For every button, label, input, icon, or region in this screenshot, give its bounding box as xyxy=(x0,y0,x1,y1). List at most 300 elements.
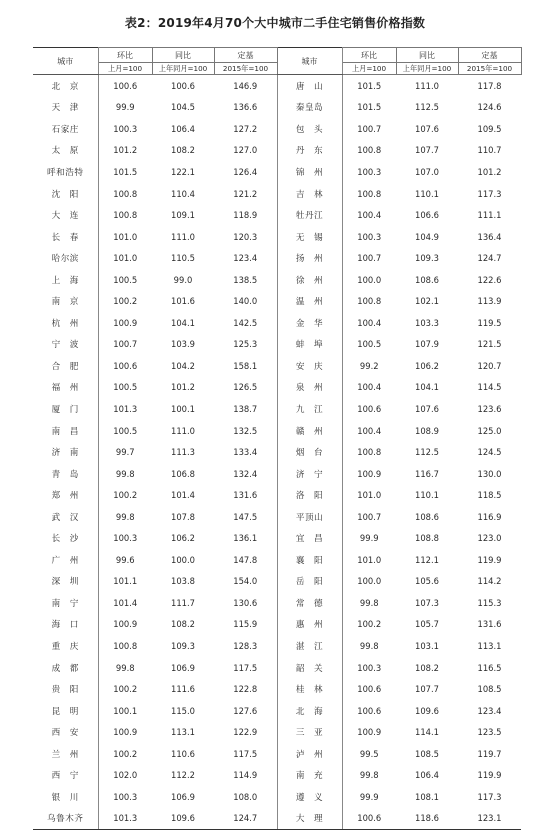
city-cell-right: 丹 东 xyxy=(277,140,342,162)
mom-cell-left: 100.7 xyxy=(113,339,138,350)
mom-cell-right: 101.0 xyxy=(357,554,382,565)
base-cell-right: 118.5 xyxy=(477,490,502,501)
mom-cell-left: 100.6 xyxy=(113,360,138,371)
city-cell-left: 西 安 xyxy=(33,721,98,743)
table-row xyxy=(33,398,521,420)
yoy-cell-left: 111.3 xyxy=(171,447,195,458)
city-cell-left: 深 圳 xyxy=(33,571,98,593)
base-cell-right: 114.2 xyxy=(477,576,502,587)
table-row xyxy=(33,97,521,119)
yoy-cell-left: 100.0 xyxy=(171,554,195,565)
yoy-cell-right: 103.1 xyxy=(415,640,439,651)
city-cell-left: 长 春 xyxy=(33,226,98,248)
yoy-cell-right: 108.5 xyxy=(415,748,439,759)
yoy-cell-right: 104.9 xyxy=(415,231,439,242)
city-cell-right: 襄 阳 xyxy=(277,549,342,571)
yoy-cell-right: 108.9 xyxy=(415,425,439,436)
mom-cell-right: 100.9 xyxy=(357,727,382,738)
city-cell-right: 牡丹江 xyxy=(277,204,342,226)
table-row xyxy=(33,247,521,269)
table-title: 表2：2019年4月70个大中城市二手住宅销售价格指数 xyxy=(124,16,426,30)
table-row xyxy=(33,743,521,765)
city-cell-right: 泉 州 xyxy=(277,377,342,399)
yoy-cell-right: 112.5 xyxy=(415,102,439,113)
mom-cell-left: 99.9 xyxy=(115,102,135,113)
yoy-cell-left: 101.6 xyxy=(171,296,195,307)
mom-cell-left: 102.0 xyxy=(113,770,138,781)
mom-cell-right: 99.9 xyxy=(359,791,379,802)
yoy-cell-right: 107.6 xyxy=(415,403,439,414)
yoy-cell-right: 110.1 xyxy=(415,490,439,501)
table-row xyxy=(33,140,521,162)
yoy-cell-right: 108.6 xyxy=(415,511,439,522)
city-cell-left: 西 宁 xyxy=(33,765,98,787)
mom-cell-left: 100.5 xyxy=(113,382,138,393)
base-cell-left: 147.5 xyxy=(214,506,277,528)
yoy-cell-left: 112.2 xyxy=(171,770,195,781)
base-cell-right: 109.5 xyxy=(477,123,502,134)
mom-cell-right: 100.8 xyxy=(357,188,382,199)
city-cell-left: 合 肥 xyxy=(33,355,98,377)
city-cell-right: 金 华 xyxy=(277,312,342,334)
city-header-left: 城市 xyxy=(33,48,98,75)
mom-cell-left: 100.2 xyxy=(113,684,138,695)
city-cell-left: 石家庄 xyxy=(33,118,98,140)
table-row xyxy=(33,441,521,463)
base-cell-left: 136.6 xyxy=(214,97,277,119)
base-cell-left: 131.6 xyxy=(214,484,277,506)
table-row xyxy=(33,463,521,485)
city-cell-right: 烟 台 xyxy=(277,441,342,463)
city-cell-right: 吉 林 xyxy=(277,183,342,205)
yoy-cell-left: 104.5 xyxy=(171,102,195,113)
city-cell-right: 三 亚 xyxy=(277,721,342,743)
city-cell-right: 桂 林 xyxy=(277,678,342,700)
yoy-cell-right: 107.7 xyxy=(415,684,439,695)
city-cell-left: 太 原 xyxy=(33,140,98,162)
city-cell-right: 平顶山 xyxy=(277,506,342,528)
mom-cell-left: 101.1 xyxy=(113,576,138,587)
mom-sub-right: 上月=100 xyxy=(342,63,396,75)
city-cell-right: 唐 山 xyxy=(277,75,342,97)
base-cell-right: 101.2 xyxy=(477,166,502,177)
city-cell-right: 扬 州 xyxy=(277,247,342,269)
city-cell-left: 济 南 xyxy=(33,441,98,463)
base-cell-left: 127.0 xyxy=(214,140,277,162)
table-row xyxy=(33,721,521,743)
city-cell-left: 青 岛 xyxy=(33,463,98,485)
yoy-cell-right: 112.1 xyxy=(415,554,439,565)
mom-cell-left: 100.1 xyxy=(113,705,138,716)
table-row xyxy=(33,75,521,97)
city-cell-left: 厦 门 xyxy=(33,398,98,420)
city-cell-left: 大 连 xyxy=(33,204,98,226)
base-cell-right: 116.9 xyxy=(477,511,502,522)
header-row-top xyxy=(33,48,521,63)
yoy-cell-right: 108.1 xyxy=(415,791,439,802)
mom-cell-left: 100.8 xyxy=(113,640,138,651)
base-cell-left: 124.7 xyxy=(214,808,277,830)
city-cell-right: 温 州 xyxy=(277,290,342,312)
base-cell-left: 126.4 xyxy=(214,161,277,183)
mom-cell-left: 100.5 xyxy=(113,274,138,285)
city-cell-right: 徐 州 xyxy=(277,269,342,291)
base-sub-left: 2015年=100 xyxy=(214,63,277,75)
table-body xyxy=(33,75,521,830)
yoy-cell-right: 107.0 xyxy=(415,166,439,177)
table-row xyxy=(33,786,521,808)
city-cell-right: 九 江 xyxy=(277,398,342,420)
base-cell-right: 124.6 xyxy=(477,102,502,113)
mom-cell-right: 99.9 xyxy=(359,533,379,544)
mom-cell-left: 99.8 xyxy=(115,468,135,479)
base-cell-right: 131.6 xyxy=(477,619,502,630)
yoy-cell-right: 109.3 xyxy=(415,253,439,264)
base-cell-left: 133.4 xyxy=(214,441,277,463)
city-cell-right: 蚌 埠 xyxy=(277,334,342,356)
yoy-cell-right: 118.6 xyxy=(396,808,458,830)
base-cell-left: 122.8 xyxy=(214,678,277,700)
base-cell-right: 119.9 xyxy=(477,554,502,565)
mom-sub-left: 上月=100 xyxy=(98,63,152,75)
mom-cell-left: 100.3 xyxy=(113,791,138,802)
city-cell-left: 杭 州 xyxy=(33,312,98,334)
base-cell-right: 130.0 xyxy=(477,468,502,479)
mom-cell-right: 100.6 xyxy=(357,403,382,414)
mom-cell-right: 100.3 xyxy=(357,662,382,673)
mom-cell-right: 99.8 xyxy=(359,770,379,781)
mom-cell-right: 99.5 xyxy=(359,748,379,759)
base-sub-right: 2015年=100 xyxy=(458,63,521,75)
mom-cell-left: 99.7 xyxy=(115,447,135,458)
mom-header-right: 环比 xyxy=(342,48,396,63)
base-cell-right: 124.5 xyxy=(477,447,502,458)
yoy-cell-right: 106.6 xyxy=(415,210,439,221)
yoy-cell-left: 107.8 xyxy=(171,511,195,522)
table-row xyxy=(33,614,521,636)
table-row xyxy=(33,290,521,312)
mom-cell-right: 100.0 xyxy=(357,274,382,285)
yoy-cell-right: 107.9 xyxy=(415,339,439,350)
mom-cell-right: 100.8 xyxy=(357,447,382,458)
base-cell-right: 117.3 xyxy=(477,188,502,199)
mom-cell-right: 99.8 xyxy=(359,640,379,651)
mom-cell-right: 100.8 xyxy=(357,296,382,307)
mom-cell-left: 100.8 xyxy=(113,210,138,221)
base-cell-left: 146.9 xyxy=(214,75,277,97)
table-row xyxy=(33,484,521,506)
base-cell-right: 136.4 xyxy=(477,231,502,242)
mom-cell-left: 100.5 xyxy=(113,425,138,436)
yoy-cell-left: 110.4 xyxy=(171,188,195,199)
base-cell-right: 119.9 xyxy=(477,770,502,781)
city-cell-right: 大 理 xyxy=(277,808,342,830)
city-cell-left: 宁 波 xyxy=(33,334,98,356)
base-cell-right: 123.0 xyxy=(477,533,502,544)
mom-cell-left: 101.3 xyxy=(98,808,152,830)
yoy-cell-left: 106.9 xyxy=(171,662,195,673)
yoy-cell-right: 110.1 xyxy=(415,188,439,199)
yoy-cell-right: 106.4 xyxy=(415,770,439,781)
yoy-cell-left: 109.1 xyxy=(171,210,195,221)
mom-cell-left: 100.9 xyxy=(113,619,138,630)
table-row xyxy=(33,204,521,226)
yoy-cell-right: 111.0 xyxy=(415,80,439,91)
mom-cell-left: 100.9 xyxy=(113,317,138,328)
base-cell-left: 147.8 xyxy=(214,549,277,571)
city-cell-left: 海 口 xyxy=(33,614,98,636)
yoy-cell-left: 99.0 xyxy=(173,274,193,285)
city-cell-right: 济 宁 xyxy=(277,463,342,485)
base-cell-left: 130.6 xyxy=(214,592,277,614)
mom-cell-right: 100.5 xyxy=(357,339,382,350)
city-cell-left: 昆 明 xyxy=(33,700,98,722)
yoy-cell-left: 111.7 xyxy=(171,597,195,608)
base-cell-left: 108.0 xyxy=(214,786,277,808)
table-row xyxy=(33,269,521,291)
table-row xyxy=(33,506,521,528)
table-row xyxy=(33,377,521,399)
table-row xyxy=(33,420,521,442)
table-row xyxy=(33,592,521,614)
city-cell-right: 秦皇岛 xyxy=(277,97,342,119)
city-cell-left: 沈 阳 xyxy=(33,183,98,205)
base-cell-left: 115.9 xyxy=(214,614,277,636)
yoy-cell-left: 103.8 xyxy=(171,576,195,587)
city-cell-right: 包 头 xyxy=(277,118,342,140)
base-cell-left: 125.3 xyxy=(214,334,277,356)
base-cell-left: 128.3 xyxy=(214,635,277,657)
city-cell-left: 成 都 xyxy=(33,657,98,679)
mom-cell-left: 100.6 xyxy=(113,80,138,91)
yoy-cell-left: 110.6 xyxy=(171,748,195,759)
mom-cell-right: 100.4 xyxy=(357,425,382,436)
yoy-cell-right: 112.5 xyxy=(415,447,439,458)
yoy-cell-left: 109.3 xyxy=(171,640,195,651)
base-cell-right: 111.1 xyxy=(477,210,502,221)
table-row xyxy=(33,678,521,700)
mom-cell-right: 100.7 xyxy=(357,253,382,264)
yoy-cell-left: 110.5 xyxy=(171,253,195,264)
mom-cell-right: 101.0 xyxy=(357,490,382,501)
mom-cell-right: 100.6 xyxy=(357,684,382,695)
base-cell-right: 117.3 xyxy=(477,791,502,802)
city-header-right: 城市 xyxy=(277,48,342,75)
city-cell-left: 银 川 xyxy=(33,786,98,808)
city-cell-left: 长 沙 xyxy=(33,527,98,549)
yoy-cell-right: 114.1 xyxy=(415,727,439,738)
yoy-cell-left: 108.2 xyxy=(171,145,195,156)
mom-cell-left: 101.4 xyxy=(113,597,138,608)
yoy-cell-left: 111.6 xyxy=(171,684,195,695)
base-cell-left: 114.9 xyxy=(214,765,277,787)
mom-cell-right: 101.5 xyxy=(357,80,382,91)
base-cell-right: 123.5 xyxy=(477,727,502,738)
base-cell-right: 120.7 xyxy=(477,360,502,371)
yoy-cell-right: 108.6 xyxy=(415,274,439,285)
table-row xyxy=(33,355,521,377)
city-cell-left: 南 昌 xyxy=(33,420,98,442)
mom-cell-left: 100.2 xyxy=(113,296,138,307)
mom-cell-left: 100.3 xyxy=(113,533,138,544)
city-cell-right: 锦 州 xyxy=(277,161,342,183)
base-cell-right: 116.5 xyxy=(477,662,502,673)
base-cell-left: 118.9 xyxy=(214,204,277,226)
city-cell-left: 天 津 xyxy=(33,97,98,119)
mom-cell-left: 100.2 xyxy=(113,748,138,759)
yoy-cell-right: 103.3 xyxy=(415,317,439,328)
city-cell-right: 南 充 xyxy=(277,765,342,787)
city-cell-left: 上 海 xyxy=(33,269,98,291)
mom-cell-left: 99.8 xyxy=(115,511,135,522)
base-cell-left: 127.2 xyxy=(214,118,277,140)
table-row xyxy=(33,161,521,183)
base-cell-left: 138.7 xyxy=(214,398,277,420)
table-row xyxy=(33,571,521,593)
yoy-cell-right: 107.7 xyxy=(415,145,439,156)
base-cell-right: 125.0 xyxy=(477,425,502,436)
base-cell-left: 117.5 xyxy=(214,657,277,679)
city-cell-right: 安 庆 xyxy=(277,355,342,377)
base-cell-left: 123.4 xyxy=(214,247,277,269)
base-cell-right: 113.1 xyxy=(477,640,502,651)
yoy-cell-right: 108.2 xyxy=(415,662,439,673)
yoy-cell-left: 100.6 xyxy=(171,80,195,91)
yoy-cell-left: 101.2 xyxy=(171,382,195,393)
yoy-cell-left: 115.0 xyxy=(171,705,195,716)
base-cell-left: 132.5 xyxy=(214,420,277,442)
base-cell-left: 121.2 xyxy=(214,183,277,205)
yoy-cell-left: 100.1 xyxy=(171,403,195,414)
city-cell-left: 哈尔滨 xyxy=(33,247,98,269)
base-header-right: 定基 xyxy=(458,48,521,63)
yoy-header-left: 同比 xyxy=(152,48,214,63)
base-cell-left: 120.3 xyxy=(214,226,277,248)
yoy-cell-left: 104.1 xyxy=(171,317,195,328)
table-row xyxy=(33,549,521,571)
mom-cell-right: 100.4 xyxy=(357,210,382,221)
base-cell-right: 121.5 xyxy=(477,339,502,350)
yoy-cell-left: 113.1 xyxy=(171,727,195,738)
table-row xyxy=(33,527,521,549)
city-cell-right: 北 海 xyxy=(277,700,342,722)
city-cell-right: 宜 昌 xyxy=(277,527,342,549)
mom-cell-left: 101.0 xyxy=(113,253,138,264)
table-row xyxy=(33,118,521,140)
yoy-cell-right: 107.6 xyxy=(415,123,439,134)
city-cell-left: 南 宁 xyxy=(33,592,98,614)
city-cell-left: 广 州 xyxy=(33,549,98,571)
yoy-sub-left: 上年同月=100 xyxy=(152,63,214,75)
yoy-sub-right: 上年同月=100 xyxy=(396,63,458,75)
city-cell-right: 洛 阳 xyxy=(277,484,342,506)
base-cell-right: 119.5 xyxy=(477,317,502,328)
yoy-cell-left: 103.9 xyxy=(171,339,195,350)
base-cell-left: 136.1 xyxy=(214,527,277,549)
yoy-cell-right: 102.1 xyxy=(415,296,439,307)
city-cell-right: 无 锡 xyxy=(277,226,342,248)
base-cell-left: 117.5 xyxy=(214,743,277,765)
yoy-cell-left: 104.2 xyxy=(171,360,195,371)
base-cell-left: 142.5 xyxy=(214,312,277,334)
yoy-cell-right: 116.7 xyxy=(415,468,439,479)
base-cell-left: 138.5 xyxy=(214,269,277,291)
base-cell-right: 123.4 xyxy=(477,705,502,716)
city-cell-left: 兰 州 xyxy=(33,743,98,765)
mom-cell-left: 101.2 xyxy=(113,145,138,156)
yoy-cell-left: 106.8 xyxy=(171,468,195,479)
city-cell-right: 岳 阳 xyxy=(277,571,342,593)
table-row xyxy=(33,635,521,657)
yoy-cell-right: 109.6 xyxy=(415,705,439,716)
price-index-table xyxy=(33,47,522,830)
base-cell-right: 113.9 xyxy=(477,296,502,307)
mom-cell-right: 99.8 xyxy=(359,597,379,608)
base-cell-left: 158.1 xyxy=(214,355,277,377)
mom-cell-right: 100.6 xyxy=(342,808,396,830)
base-cell-left: 154.0 xyxy=(214,571,277,593)
mom-cell-left: 100.2 xyxy=(113,490,138,501)
mom-cell-right: 100.4 xyxy=(357,382,382,393)
mom-cell-right: 100.4 xyxy=(357,317,382,328)
yoy-cell-left: 111.0 xyxy=(171,231,195,242)
mom-cell-left: 100.8 xyxy=(113,188,138,199)
mom-header-left: 环比 xyxy=(98,48,152,63)
mom-cell-left: 101.5 xyxy=(113,166,138,177)
mom-cell-right: 100.0 xyxy=(357,576,382,587)
base-cell-left: 127.6 xyxy=(214,700,277,722)
yoy-cell-left: 111.0 xyxy=(171,425,195,436)
table-row xyxy=(33,657,521,679)
base-cell-right: 123.1 xyxy=(458,808,521,830)
city-cell-right: 常 德 xyxy=(277,592,342,614)
yoy-cell-right: 105.6 xyxy=(415,576,439,587)
table-row xyxy=(33,226,521,248)
mom-cell-right: 100.6 xyxy=(357,705,382,716)
city-cell-left: 呼和浩特 xyxy=(33,161,98,183)
base-cell-right: 108.5 xyxy=(477,684,502,695)
yoy-cell-left: 106.9 xyxy=(171,791,195,802)
yoy-cell-left: 106.4 xyxy=(171,123,195,134)
table-row xyxy=(33,312,521,334)
mom-cell-left: 99.6 xyxy=(115,554,135,565)
base-cell-right: 119.7 xyxy=(477,748,502,759)
base-cell-left: 132.4 xyxy=(214,463,277,485)
base-cell-right: 124.7 xyxy=(477,253,502,264)
mom-cell-left: 99.8 xyxy=(115,662,135,673)
base-cell-right: 117.8 xyxy=(477,80,502,91)
mom-cell-right: 100.7 xyxy=(357,511,382,522)
base-cell-left: 122.9 xyxy=(214,721,277,743)
yoy-cell-right: 104.1 xyxy=(415,382,439,393)
yoy-cell-right: 108.8 xyxy=(415,533,439,544)
yoy-cell-left: 122.1 xyxy=(171,166,195,177)
mom-cell-right: 100.2 xyxy=(357,619,382,630)
yoy-cell-left: 106.2 xyxy=(171,533,195,544)
city-cell-right: 韶 关 xyxy=(277,657,342,679)
mom-cell-right: 100.3 xyxy=(357,166,382,177)
city-cell-right: 泸 州 xyxy=(277,743,342,765)
table-row xyxy=(33,183,521,205)
table-row xyxy=(33,765,521,787)
mom-cell-right: 99.2 xyxy=(359,360,379,371)
base-cell-left: 140.0 xyxy=(214,290,277,312)
mom-cell-right: 100.7 xyxy=(357,123,382,134)
mom-cell-right: 100.8 xyxy=(357,145,382,156)
yoy-cell-left: 109.6 xyxy=(152,808,214,830)
base-cell-right: 123.6 xyxy=(477,403,502,414)
city-cell-left: 郑 州 xyxy=(33,484,98,506)
